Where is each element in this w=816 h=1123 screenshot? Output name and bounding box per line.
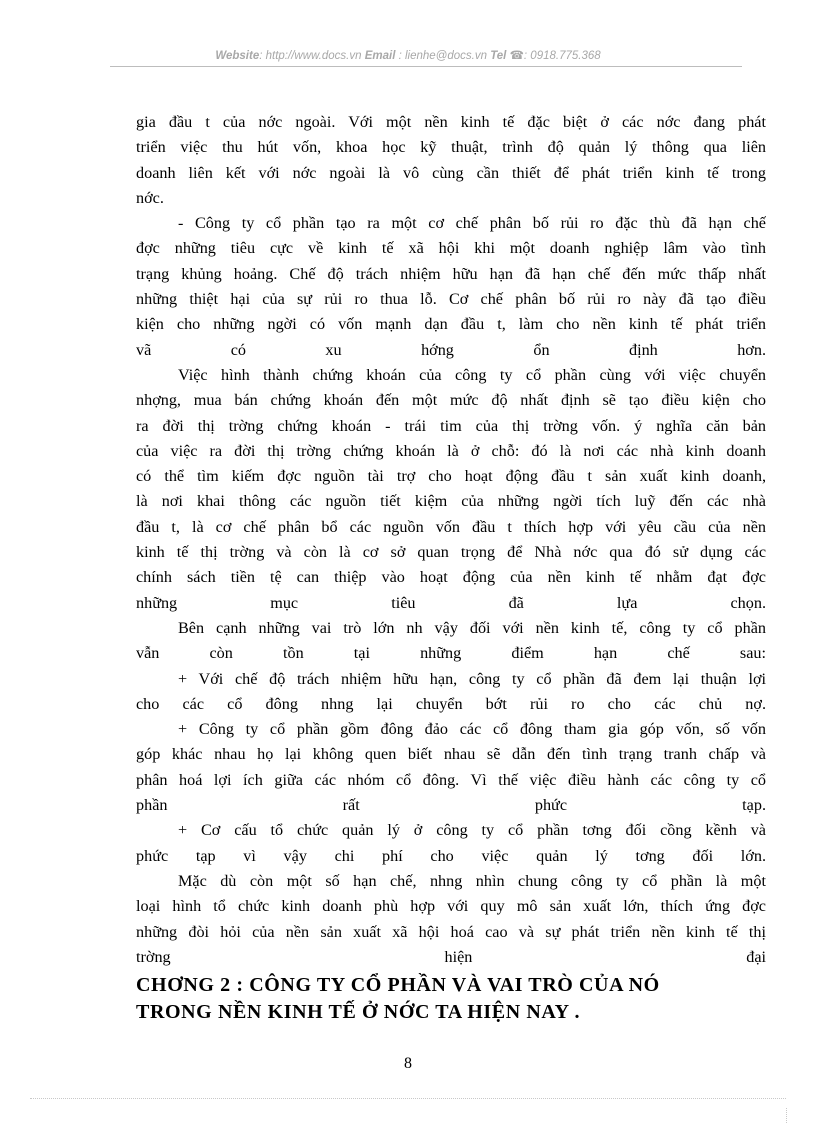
body-line: + Công ty cổ phần gồm đông đảo các cổ đông tham gia góp vốn, số vốn	[178, 720, 766, 739]
header-divider	[110, 66, 742, 67]
body-line: vã có xu hớng ổn định hơn.	[136, 340, 766, 359]
email-label: Email	[364, 50, 396, 62]
body-line: đợc những tiêu cực về kinh tế xã hội khi một doanh nghiệp lâm vào tình	[136, 239, 766, 258]
body-line: phân hoá lợi ích giữa các nhóm cổ đông. Vì thế việc điều hành các công ty cổ	[136, 770, 766, 789]
website-label: Website	[215, 50, 260, 62]
body-line: + Cơ cấu tổ chức quản lý ở công ty cổ phần tơng đối cồng kềnh và	[178, 821, 766, 840]
page-header	[0, 48, 816, 62]
body-line: ra đời thị trờng chứng khoán - trái tim của thị trờng vốn. ý nghĩa căn bản	[136, 416, 766, 435]
body-line: nhợng, mua bán chứng khoán đến một mức độ nhất định sẽ tạo điều kiện cho	[136, 391, 766, 410]
body-line: triển việc thu hút vốn, khoa học kỹ thuật, trình độ quản lý thông qua liên	[136, 138, 766, 157]
body-line: những mục tiêu đã lựa chọn.	[136, 593, 766, 612]
footer-divider	[30, 1098, 786, 1099]
body-line: + Với chế độ trách nhiệm hữu hạn, công ty cổ phần đã đem lại thuận lợi	[178, 669, 766, 688]
body-line: phần rất phức tạp.	[136, 796, 766, 815]
body-line: cho các cổ đông nhng lại chuyển bớt rủi ro cho các chủ nợ.	[136, 694, 766, 713]
body-line: có thể tìm kiếm đợc nguồn tài trợ cho hoạt động đầu t sản xuất kinh doanh,	[136, 467, 766, 486]
body-line: kinh tế thị trờng và còn là cơ sở quan trọng để Nhà nớc qua đó sử dụng các	[136, 543, 766, 562]
body-line: nớc.	[136, 188, 164, 207]
website-value: : http://www.docs.vn	[259, 50, 362, 62]
body-line: của việc ra đời thị trờng chứng khoán là ở chỗ: đó là nơi các nhà kinh doanh	[136, 441, 766, 460]
page-number: 8	[404, 1055, 412, 1072]
body-line: trờng hiện đại	[136, 947, 766, 966]
email-value: : lienhe@docs.vn	[395, 50, 487, 62]
body-line: là nơi khai thông các nguồn tiết kiệm của những ngời tích luỹ đến các nhà	[136, 492, 766, 511]
body-line: Bên cạnh những vai trò lớn nh vậy đối với nền kinh tế, công ty cổ phần	[178, 618, 766, 637]
body-line: - Công ty cổ phần tạo ra một cơ chế phân bố rủi ro đặc thù đã hạn chế	[178, 214, 766, 233]
body-line: đầu t, là cơ chế phân bổ các nguồn vốn đầu t thích hợp với yêu cầu của nền	[136, 517, 766, 536]
body-line: Việc hình thành chứng khoán của công ty cổ phần cùng với việc chuyển	[178, 365, 766, 384]
body-line: kiện cho những ngời có vốn mạnh dạn đầu t, làm cho nền kinh tế phát triển	[136, 315, 766, 334]
body-line: những thiệt hại của sự rủi ro thua lỗ. Cơ chế phân bố rủi ro này đã tạo điều	[136, 290, 766, 309]
chapter-heading: TRONG NỀN KINH TẾ Ở NỚC TA HIỆN NAY .	[136, 1001, 581, 1024]
chapter-heading: CHƠNG 2 : CÔNG TY CỔ PHẦN VÀ VAI TRÒ CỦA NÓ	[136, 974, 660, 997]
body-line: doanh liên kết với nớc ngoài là vô cùng cần thiết để phát triển kinh tế trong	[136, 163, 766, 182]
body-line: phức tạp vì vậy chi phí cho việc quản lý tơng đối lớn.	[136, 846, 766, 865]
body-line: Mặc dù còn một số hạn chế, nhng nhìn chung công ty cổ phần là một	[178, 871, 766, 890]
body-line: những đòi hỏi của nền sản xuất xã hội hoá cao và sự phát triển nền kinh tế thị	[136, 922, 766, 941]
document-body	[136, 110, 766, 1026]
body-line: vẫn còn tồn tại những điểm hạn chế sau:	[136, 644, 766, 663]
body-line: góp khác nhau họ lại không quen biết nhau sẽ dẫn đến tình trạng tranh chấp và	[136, 745, 766, 764]
body-line: chính sách tiền tệ can thiệp vào hoạt động của nền kinh tế nhằm đạt đợc	[136, 568, 766, 587]
tel-value: ☎: 0918.775.368	[509, 50, 601, 62]
page-corner-divider	[786, 1108, 787, 1123]
tel-label: Tel	[490, 50, 507, 62]
body-line: loại hình tổ chức kinh doanh phù hợp với quy mô sản xuất lớn, thích ứng đợc	[136, 897, 766, 916]
body-line: trạng khủng hoảng. Chế độ trách nhiệm hữu hạn đã hạn chế đến mức thấp nhất	[136, 264, 766, 283]
body-line: gia đầu t của nớc ngoài. Với một nền kinh tế đặc biệt ở các nớc đang phát	[136, 113, 766, 131]
